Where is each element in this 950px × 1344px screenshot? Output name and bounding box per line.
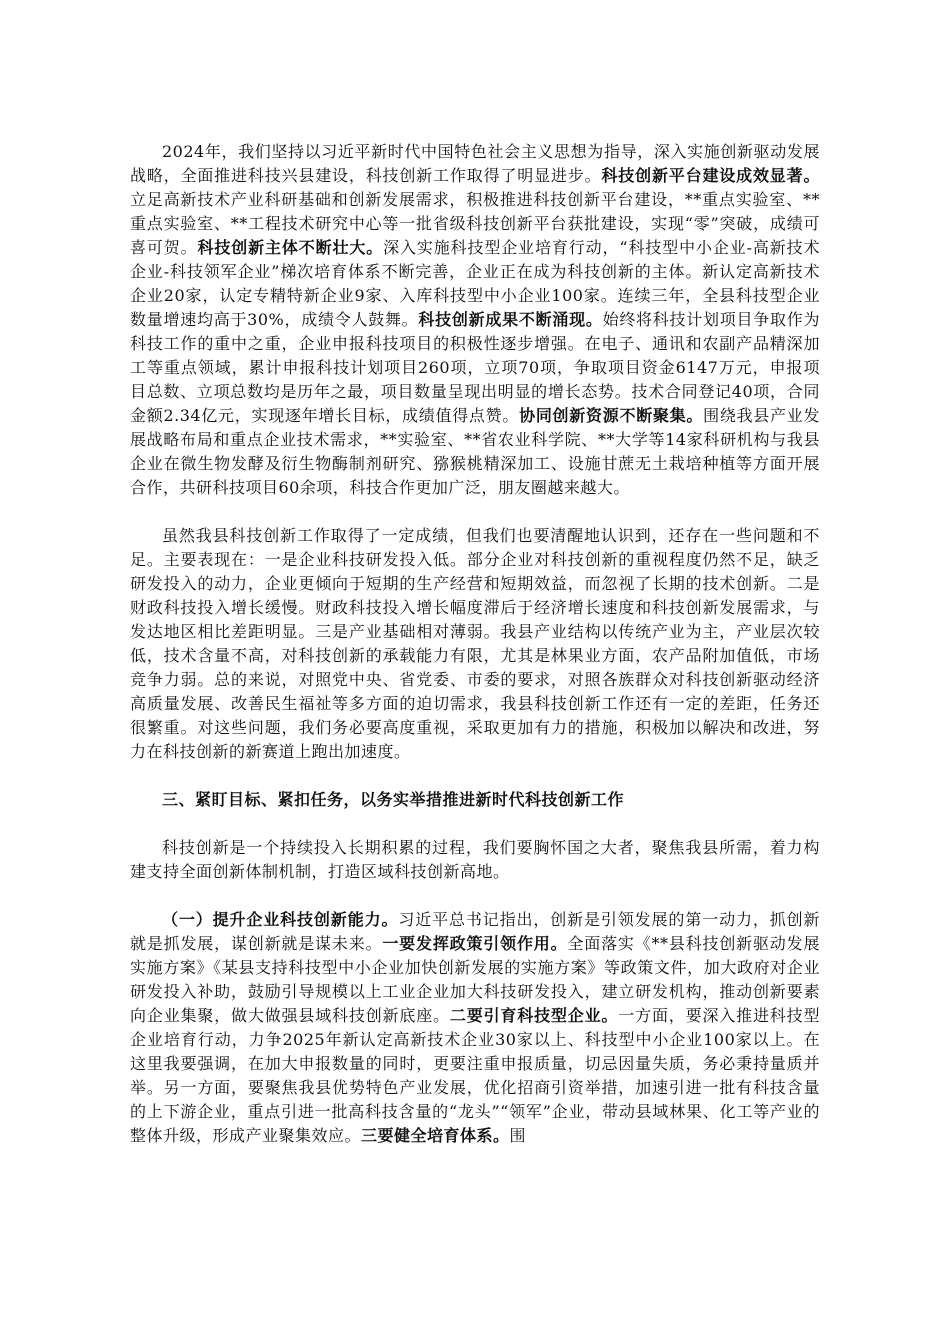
text-segment: 虽然我县科技创新工作取得了一定成绩，但我们也要清醒地认识到，还存在一些问题和不足。主要表现在：一是企业科技研发投入低。部分企业对科技创新的重视程度仍然不足，缺乏研发投入的动力，企业更倾向于短期的生产经营和短期效益，而忽视了长期的技术创新。二是财政科技投入增长缓慢。财政科技投入增长幅度滞后于经济增长速度和科技创新发展需求，与发达地区相比差距明显。三是产业基础相对薄弱。我县产业结构以传统产业为主，产业层次较低，技术含量不高，对科技创新的承载能力有限，尤其是林果业方面，农产品附加值低，市场竞争力弱。总的来说，对照党中央、省党委、市委的要求，对照各族群众对科技创新驱动经济高质量发展、改善民生福祉等多方面的迫切需求，我县科技创新工作还有一定的差距，任务还很繁重。对这些问题，我们务必要高度重视，采取更加有力的措施，积极加以解决和改进，努力在科技创新的新赛道上跑出加速度。 xyxy=(130,526,820,761)
bold-phrase: 二要引育科技型企业。 xyxy=(449,1006,619,1025)
paragraph-achievements xyxy=(130,140,820,500)
text-segment: 围 xyxy=(509,1126,527,1145)
paragraph-problems xyxy=(130,524,820,764)
paragraph-intro xyxy=(130,836,820,884)
paragraph-enterprise-capability xyxy=(130,908,820,1148)
bold-phrase: 科技创新主体不断壮大。 xyxy=(197,238,384,257)
text-segment: 一方面，要深入推进科技型企业培育行动，力争2025年新认定高新技术企业30家以上、科技型中小企业100家以上。在这里我要强调，在加大申报数量的同时，更要注重申报质量，切忌因量失质，务必秉持量质并举。另一方面，要聚焦我县优势特色产业发展，优化招商引资举措，加速引进一批有科技含量的上下游企业，重点引进一批高科技含量的“龙头”“领军”企业，带动县域林果、化工等产业的整体升级，形成产业聚集效应。 xyxy=(130,1006,820,1145)
text-segment: 立足高新技术产业科研基础和创新发展需求，积极推进科技创新平台建设，**重点实验室、**重点实验室、**工程技术研究中心等一批省级科技创新平台获批建设，实现“零”突破，成绩可喜可贺。 xyxy=(130,190,820,257)
bold-phrase: 三要健全培育体系。 xyxy=(361,1126,510,1145)
bold-phrase: 科技创新平台建设成效显著。 xyxy=(601,166,820,185)
text-segment: 全面落实《**县科技创新驱动发展实施方案》《某县支持科技型中小企业加快创新发展的实施方案》等政策文件，加大政府对企业研发投入补助，鼓励引导规模以上工业企业加大科技研发投入，建立研发机构，推动创新要素向企业集聚，做大做强县域科技创新底座。 xyxy=(130,934,820,1025)
text-segment: 2024年，我们坚持以习近平新时代中国特色社会主义思想为指导，深入实施创新驱动发展战略，全面推进科技兴县建设，科技创新工作取得了明显进步。 xyxy=(130,142,820,185)
bold-phrase: 一要发挥政策引领作用。 xyxy=(382,934,568,953)
text-segment: 习近平总书记指出，创新是引领发展的第一动力，抓创新就是抓发展，谋创新就是谋未来。 xyxy=(130,910,820,953)
section-heading: 三、紧盯目标、紧扣任务，以务实举措推进新时代科技创新工作 xyxy=(162,790,625,809)
bold-phrase: 科技创新成果不断涌现。 xyxy=(418,310,603,329)
text-segment: 始终将科技计划项目争取作为科技工作的重中之重，企业申报科技项目的积极性逐步增强。在电子、通讯和农副产品精深加工等重点领域，累计申报科技计划项目260项，立项70项，争取项目资金6147万元，申报项目总数、立项总数均是历年之最，项目数量呈现出明显的增长态势。技术合同登记40项，合同金额2.34亿元，实现逐年增长目标，成绩值得点赞。 xyxy=(130,310,820,425)
text-segment: 深入实施科技型企业培育行动，“科技型中小企业-高新技术企业-科技领军企业”梯次培育体系不断完善，企业正在成为科技创新的主体。新认定高新技术企业20家，认定专精特新企业9家、入库科技型中小企业100家。连续三年，全县科技型企业数量增速均高于30%，成绩令人鼓舞。 xyxy=(130,238,820,329)
bold-phrase: （一）提升企业科技创新能力。 xyxy=(162,910,399,929)
text-segment: 围绕我县产业发展战略布局和重点企业技术需求，**实验室、**省农业科学院、**大学等14家科研机构与我县企业在微生物发酵及衍生物酶制剂研究、猕猴桃精深加工、设施甘蔗无土栽培种植等方面开展合作，共研科技项目60余项，科技合作更加广泛，朋友圈越来越大。 xyxy=(130,406,820,497)
text-segment: 科技创新是一个持续投入长期积累的过程，我们要胸怀国之大者，聚焦我县所需，着力构建支持全面创新体制机制，打造区域科技创新高地。 xyxy=(130,838,820,881)
bold-phrase: 协同创新资源不断聚集。 xyxy=(519,406,704,425)
